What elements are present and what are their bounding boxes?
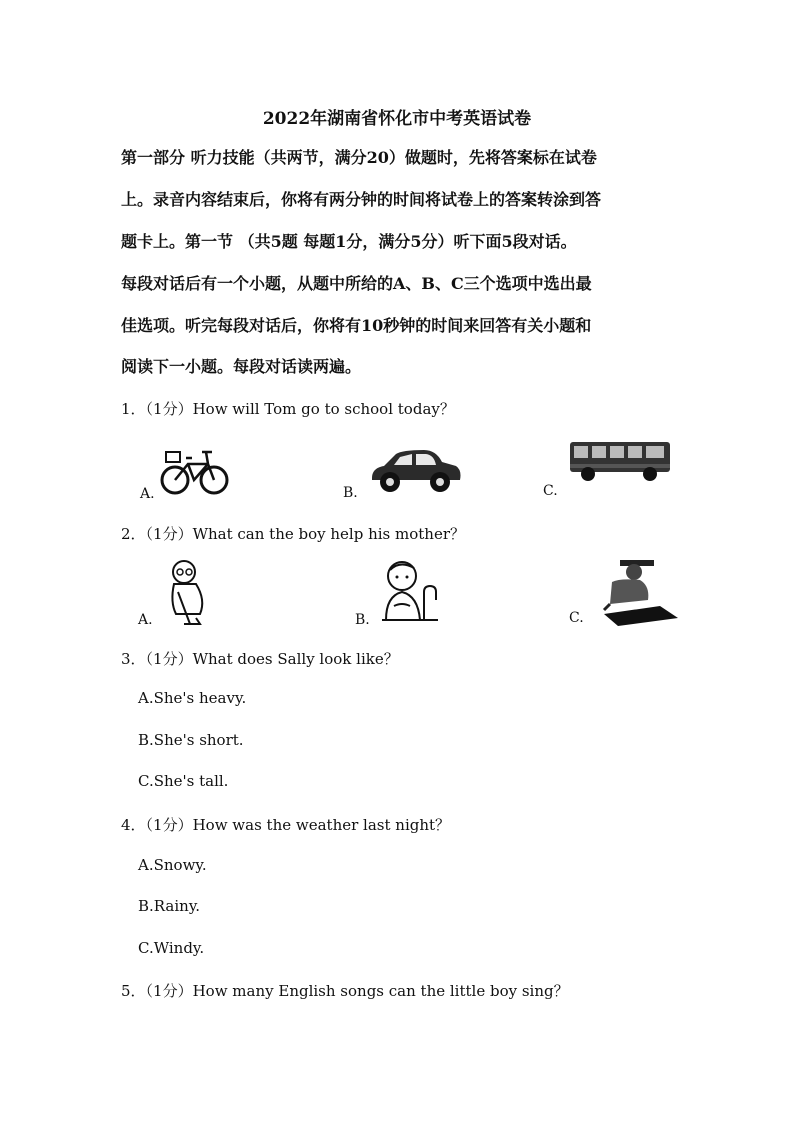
question-2: 2．（1分）What can the boy help his mother？ [121, 525, 466, 543]
q2-label-a: A. [138, 612, 153, 628]
q3-option-b: B.She's short. [138, 731, 244, 749]
q4-option-b: B.Rainy. [138, 897, 201, 915]
q4-option-c: C.Windy. [138, 939, 205, 957]
question-5: 5．（1分）How many English songs can the little boy sing？ [121, 982, 569, 1000]
q2-label-c: C. [569, 610, 584, 626]
intro-line-2: 上。录音内容结束后，你将有两分钟的时间将试卷上的答案转涂到答 [121, 190, 602, 209]
boy-sweeping-icon [160, 558, 216, 630]
q1-label-b: B. [343, 485, 358, 501]
question-3: 3．（1分）What does Sally look like？ [121, 650, 399, 668]
car-icon [368, 446, 464, 494]
q1-label-a: A. [140, 486, 155, 502]
q2-label-b: B. [355, 612, 370, 628]
q1-label-c: C. [543, 483, 558, 499]
page-title: 2022年湖南省怀化市中考英语试卷 [262, 109, 532, 129]
bicycle-icon [160, 438, 230, 498]
intro-line-4: 每段对话后有一个小题，从题中所给的A、B、C三个选项中选出最 [121, 274, 592, 293]
question-4: 4．（1分）How was the weather last night？ [121, 816, 451, 834]
boy-cleaning-floor-icon [600, 558, 680, 628]
q4-option-a: A.Snowy. [138, 856, 207, 874]
intro-line-1: 第一部分 听力技能（共两节，满分20）做题时，先将答案标在试卷 [121, 148, 597, 167]
bus-icon [568, 438, 672, 484]
question-1: 1．（1分）How will Tom go to school today？ [121, 400, 455, 418]
q3-option-c: C.She's tall. [138, 772, 229, 790]
intro-line-5: 佳选项。听完每段对话后，你将有10秒钟的时间来回答有关小题和 [121, 316, 592, 335]
intro-line-3: 题卡上。第一节 （共5题 每题1分，满分5分）听下面5段对话。 [121, 232, 577, 251]
intro-line-6: 阅读下一小题。每段对话读两遍。 [121, 357, 362, 376]
boy-washing-icon [378, 558, 440, 626]
q3-option-a: A.She's heavy. [138, 689, 247, 707]
